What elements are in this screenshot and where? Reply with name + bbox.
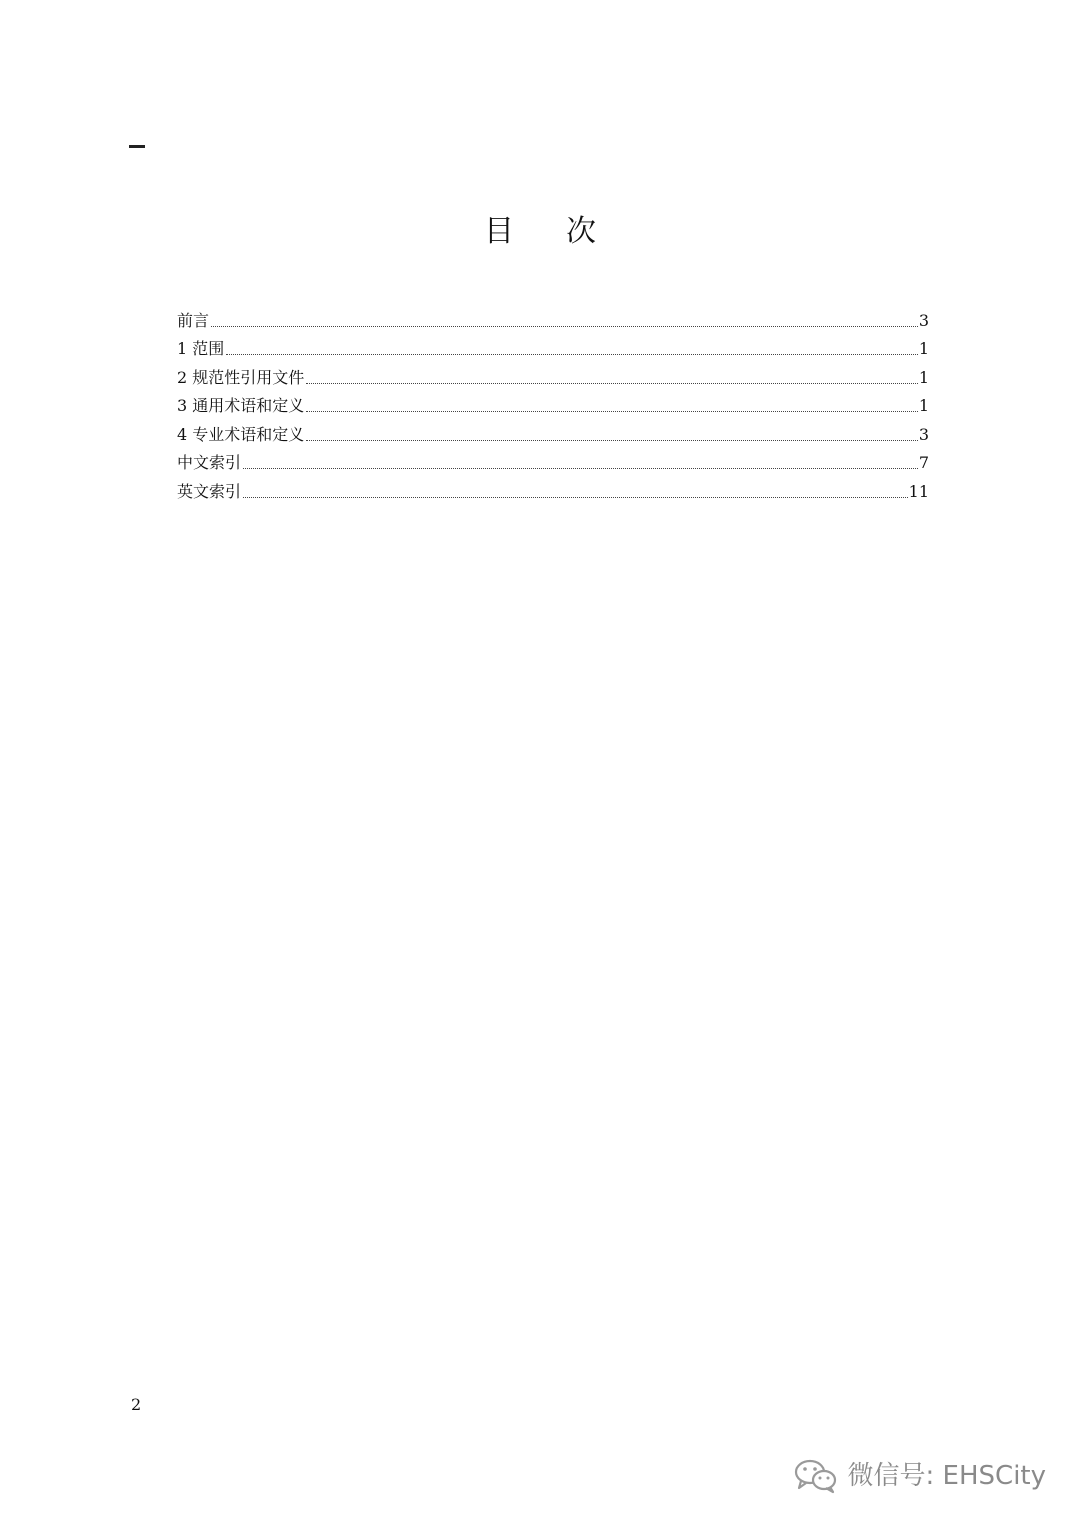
toc-entry-professional-terms[interactable] (177, 417, 929, 446)
toc-entry-label: 前言 (177, 310, 210, 330)
dot-leader (243, 496, 908, 498)
watermark-text: 微信号: EHSCity (847, 1461, 1046, 1491)
toc-entry-page: 7 (918, 453, 929, 472)
toc-entry-preface[interactable] (177, 303, 929, 332)
toc-entry-page: 11 (908, 481, 929, 501)
dot-leader (306, 439, 918, 441)
dot-leader (226, 353, 918, 355)
dot-leader (211, 325, 918, 327)
toc-title (0, 210, 1080, 254)
toc-entry-label: 英文索引 (177, 481, 242, 501)
toc-entry-label: 中文索引 (177, 453, 242, 472)
toc-entry-page: 1 (918, 367, 929, 387)
toc-entry-scope[interactable] (177, 332, 929, 361)
toc-entry-label: 3 通用术语和定义 (177, 396, 305, 415)
header-dash-mark (129, 145, 145, 148)
toc-entry-label: 4 专业术语和定义 (177, 424, 305, 444)
dot-leader (306, 410, 918, 412)
toc-entry-page: 1 (918, 396, 929, 415)
toc-entry-general-terms[interactable] (177, 389, 929, 418)
toc-entry-chinese-index[interactable] (177, 446, 929, 475)
toc-entry-page: 3 (918, 310, 929, 330)
wechat-icon (792, 1458, 848, 1494)
dot-leader (243, 467, 918, 469)
toc-entry-english-index[interactable] (177, 474, 929, 503)
toc-entry-label: 2 规范性引用文件 (177, 367, 305, 387)
toc-title-char-2: 次 (566, 214, 596, 249)
toc-list (177, 303, 929, 503)
toc-entry-page: 3 (918, 424, 929, 444)
toc-entry-label: 1 范围 (177, 339, 225, 358)
toc-title-char-1: 目 (484, 214, 514, 249)
watermark (792, 1458, 1046, 1494)
toc-entry-normative-references[interactable] (177, 360, 929, 389)
page-number: 2 (131, 1395, 142, 1414)
toc-entry-page: 1 (918, 339, 929, 358)
dot-leader (306, 382, 918, 384)
